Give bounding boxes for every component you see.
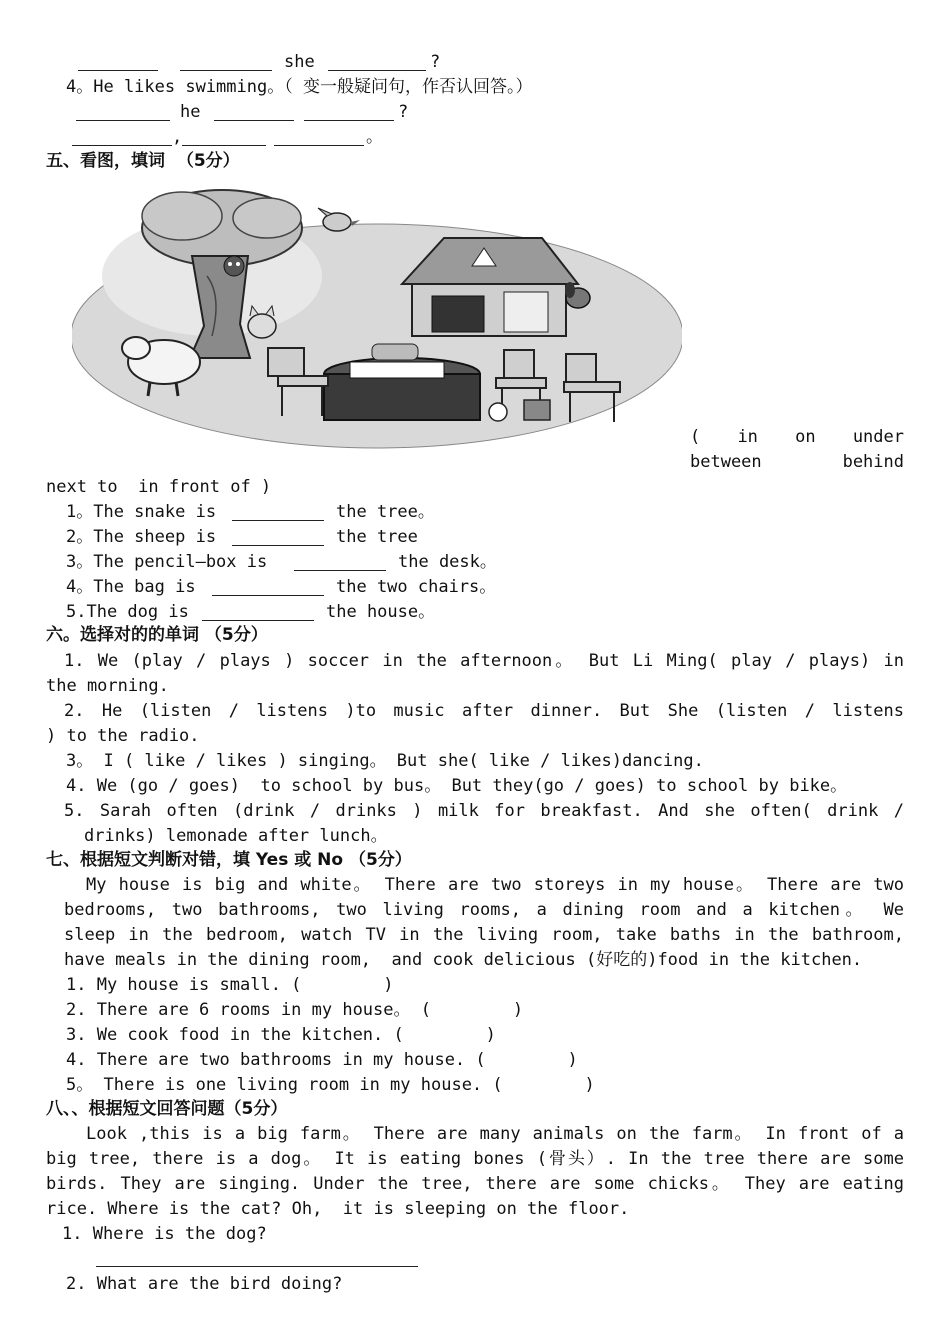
period: 。 — [366, 127, 383, 147]
prompt-word: she — [284, 52, 315, 72]
judge-item[interactable]: 5。 There is one living room in my house. ( ) — [66, 1075, 595, 1095]
blank-line[interactable] — [214, 118, 294, 121]
judge-item[interactable]: 2. There are 6 rooms in my house。 ( ) — [66, 1000, 524, 1020]
fill-item-5-end: the house。 — [326, 602, 436, 622]
blank-line[interactable] — [232, 543, 324, 546]
fill-item-3: 3。The pencil—box is — [66, 552, 268, 572]
blank-line[interactable] — [182, 143, 266, 146]
choice-line: 2. He (listen / listens )to music after dinner. But She (listen / listens — [64, 701, 904, 721]
question: 1. Where is the dog? — [62, 1224, 267, 1244]
blank-line[interactable] — [294, 568, 386, 571]
choice-line: the morning. — [46, 676, 169, 696]
fill-item-5: 5.The dog is — [66, 602, 189, 622]
question-mark: ? — [430, 52, 441, 72]
passage-line: big tree, there is a dog。 It is eating bones (骨头）. In the tree there are some — [46, 1149, 904, 1169]
fill-item-4-end: the two chairs。 — [336, 577, 497, 597]
passage-line: sleep in the bedroom, watch TV in the living room, take baths in the bathroom, — [64, 925, 904, 945]
choice-line: 4. We (go / goes) to school by bus。 But they(go / goes) to school by bike。 — [66, 776, 848, 796]
passage-line: bedrooms, two bathrooms, two living rooms, a dining room and a kitchen。 We — [64, 900, 904, 920]
section-7-heading: 七、根据短文判断对错，填 Yes 或 No （5分） — [46, 850, 412, 870]
passage-line: have meals in the dining room, and cook delicious (好吃的)food in the kitchen. — [64, 950, 863, 970]
judge-item[interactable]: 3. We cook food in the kitchen. ( ) — [66, 1025, 496, 1045]
blank-line[interactable] — [328, 68, 426, 71]
section-5-heading: 五、看图，填词 （5分） — [46, 151, 240, 171]
comma: , — [172, 127, 183, 147]
blank-line[interactable] — [72, 143, 172, 146]
passage-line: rice. Where is the cat? Oh, it is sleeping on the floor. — [46, 1199, 630, 1219]
answer-line[interactable] — [96, 1264, 418, 1267]
choice-line: drinks) lemonade after lunch。 — [84, 826, 388, 846]
passage-line: My house is big and white。 There are two storeys in my house。 There are two — [86, 875, 904, 895]
section-6-heading: 六。选择对的的单词 （5分） — [46, 625, 268, 645]
choice-line: 3。 I ( like / likes ) singing。 But she( like / likes)dancing. — [66, 751, 704, 771]
choice-line: 5. Sarah often (drink / drinks ) milk for breakfast. And she often( drink / — [64, 801, 904, 821]
choice-line: 1. We (play / plays ) soccer in the afternoon。 But Li Ming( play / plays) in — [64, 651, 904, 671]
blank-line[interactable] — [76, 118, 170, 121]
question: 2. What are the bird doing? — [66, 1274, 343, 1294]
judge-item[interactable]: 1. My house is small. ( ) — [66, 975, 394, 995]
question-4: 4。He likes swimming。（ 变一般疑问句，作否认回答。） — [66, 77, 533, 97]
blank-line[interactable] — [78, 68, 158, 71]
section-8-heading: 八、、根据短文回答问题（5分） — [46, 1099, 288, 1119]
fill-item-2: 2。The sheep is — [66, 527, 217, 547]
question-mark: ? — [398, 102, 409, 122]
choice-line: ) to the radio. — [46, 726, 200, 746]
fill-item-2-end: the tree — [336, 527, 418, 547]
scene-illustration — [72, 186, 682, 452]
blank-line[interactable] — [304, 118, 394, 121]
blank-line[interactable] — [274, 143, 364, 146]
judge-item[interactable]: 4. There are two bathrooms in my house. ( ) — [66, 1050, 578, 1070]
fill-item-1-end: the tree。 — [336, 502, 435, 522]
passage-line: birds. They are singing. Under the tree, there are some chicks。 They are eating — [46, 1174, 904, 1194]
table-icon — [324, 358, 480, 420]
blank-line[interactable] — [232, 518, 324, 521]
fill-item-4: 4。The bag is — [66, 577, 196, 597]
word-options-line-2: between behind — [690, 452, 904, 472]
passage-line: Look ,this is a big farm。 There are many animals on the farm。 In front of a — [86, 1124, 904, 1144]
fill-item-3-end: the desk。 — [398, 552, 497, 572]
fill-item-1: 1。The snake is — [66, 502, 217, 522]
blank-line[interactable] — [212, 593, 324, 596]
blank-line[interactable] — [202, 618, 314, 621]
word-options-line-1: ( in on under — [690, 427, 904, 447]
prompt-word: he — [180, 102, 201, 122]
word-options-line-3: next to in front of ) — [46, 477, 272, 497]
blank-line[interactable] — [180, 68, 272, 71]
